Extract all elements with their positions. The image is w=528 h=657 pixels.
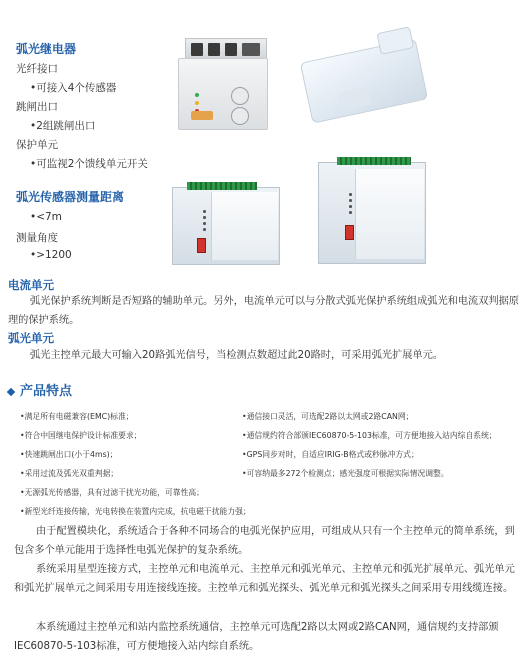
fiber-port-label: 光纤接口 [16,63,58,75]
angle-label: 测量角度 [16,232,58,244]
trip-value: •2组跳闸出口 [30,120,96,132]
arc-unit-title: 弧光单元 [8,331,54,345]
protection-label: 保护单元 [16,139,58,151]
feature-right-4: •可容纳最多272个检测点；感光强度可根据实际情况调整。 [242,469,449,478]
sensor-title: 弧光传感器测量距离 [16,190,125,204]
arc-relay-title: 弧光继电器 [16,42,77,56]
arc-unit-image [318,162,426,264]
feature-left-4: •采用过流及弧光双重判据； [20,469,119,478]
current-unit-title: 电流单元 [8,278,54,292]
features-heading [8,380,72,399]
feature-right-3: •GPS同步对时，自适应IRIG-B格式或秒脉冲方式； [242,450,419,459]
angle-value: •>1200 [30,249,72,261]
features-title: 产品特点 [20,384,73,399]
body-paragraph-1: 由于配置模块化，系统适合于各种不同场合的电弧光保护应用，可组成从只有一个主控单元的简单系统，到包含多个单元能用于选择性电弧光保护的复杂系统。 [14,526,515,556]
current-unit-image [172,187,280,265]
feature-left-5: •无源弧光传感器，具有过滤干扰光功能，可靠性高； [20,488,204,497]
body-paragraph-2: 系统采用星型连接方式，主控单元和电流单元、主控单元和弧光单元、主控单元和弧光扩展单元、弧光单元和弧光扩展单元之间采用专用连接线连接。主控单元和弧光探头、弧光单元和弧光探头之间采用专用线缆连接。 [14,564,515,594]
fiber-port-value: •可接入4个传感器 [30,82,117,94]
feature-left-1: •满足所有电磁兼容(EMC)标准； [20,412,134,421]
diamond-icon [7,387,15,395]
arc-sensor-image [300,38,428,123]
feature-left-2: •符合中国继电保护设计标准要求； [20,431,142,440]
arc-relay-image [178,58,268,130]
trip-label: 跳闸出口 [16,101,58,113]
current-unit-text: 弧光保护系统判断是否短路的辅助单元。另外，电流单元可以与分散式弧光保护系统组成弧光和电流双判据原理的保护系统。 [8,296,519,326]
feature-right-2: •通信规约符合部颁IEC60870-5-103标准，可方便地接入站内综自系统； [242,431,497,440]
protection-value: •可监视2个馈线单元开关 [30,158,148,170]
arc-unit-text: 弧光主控单元最大可输入20路弧光信号，当检测点数超过此20路时，可采用弧光扩展单元。 [30,350,444,361]
feature-left-3: •快速跳闸出口(小于4ms)； [20,450,118,459]
feature-left-6: •新型光纤连接传输，光电转换在装置内完成，抗电磁干扰能力强； [20,507,251,516]
body-paragraph-3: 本系统通过主控单元和站内监控系统通信，主控单元可选配2路以太网或2路CAN网，通信规约支持部颁IEC60870-5-103标准，可方便地接入站内综自系统。 [14,622,499,652]
sensor-distance-value: •<7m [30,211,62,223]
feature-right-1: •通信接口灵活，可选配2路以太网或2路CAN网； [242,412,414,421]
